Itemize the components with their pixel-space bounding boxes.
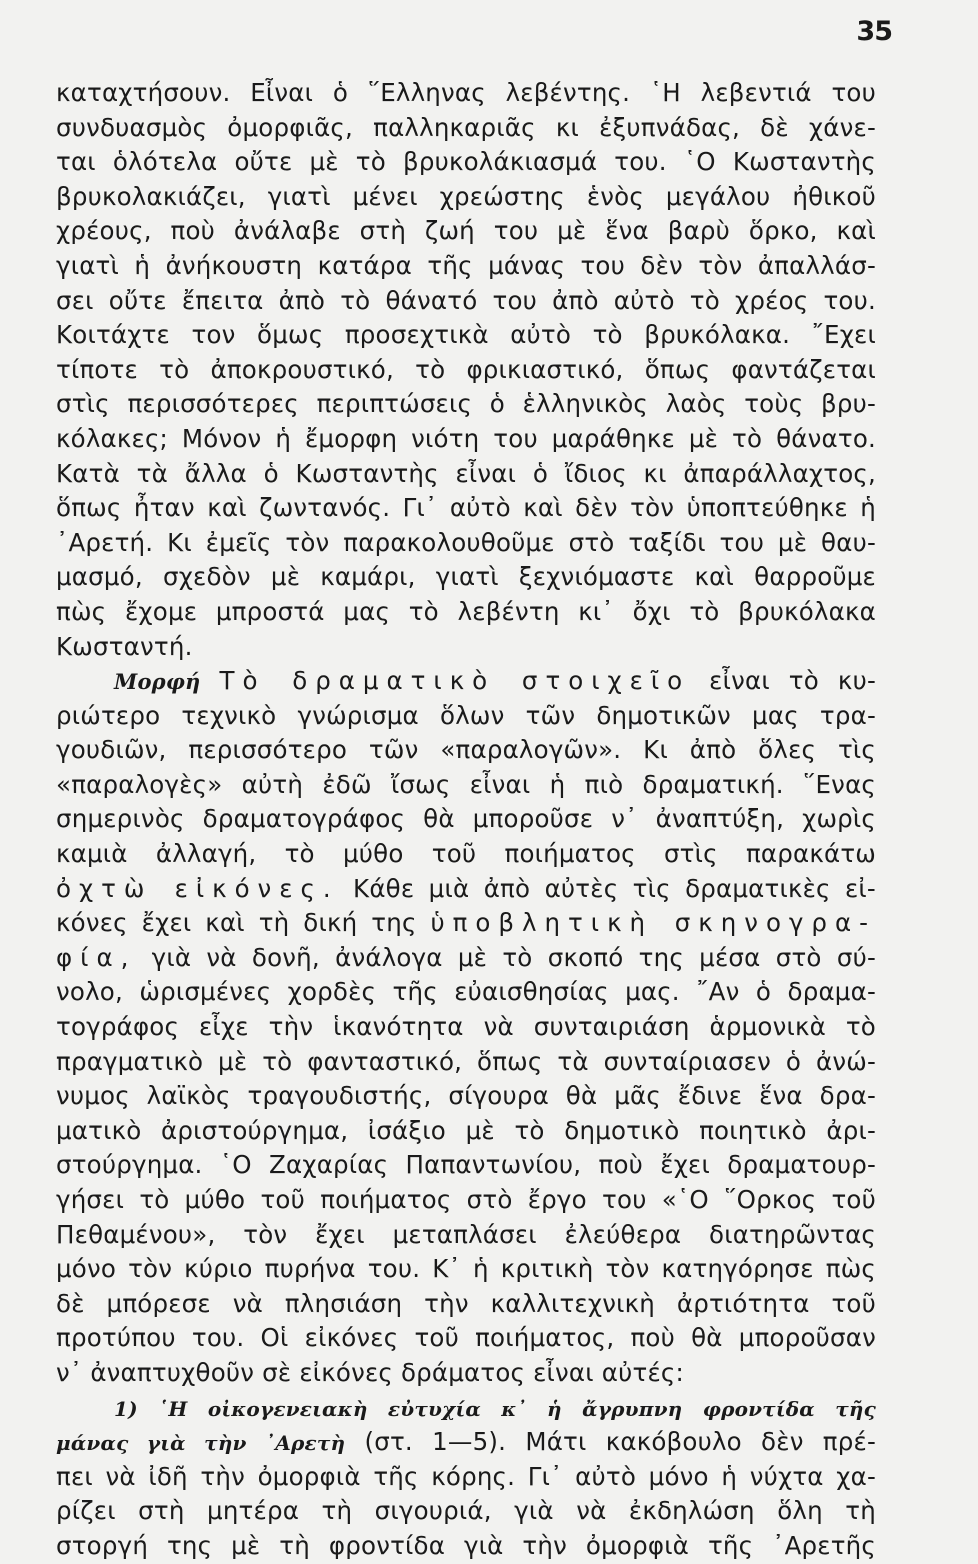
spaced-emphasis: ὑποβλητικὴ σκηνογρα-: [430, 908, 876, 938]
text-fragment: Κάθε μιὰ ἀπὸ αὐτὲς τὶς δραματικὲς εἰ-: [353, 873, 876, 903]
section-first-line: [56, 664, 876, 699]
text-line: πει νὰ ἰδῆ τὴν ὀμορφιὰ τῆς κόρης. Γι᾿ αὐτὸ μόνο ἡ νύχτα χα-: [56, 1461, 876, 1491]
text-line: ται ὁλότελα οὔτε μὲ τὸ βρυκολάκιασμά του. ῾Ο Κωσταντὴς: [56, 147, 876, 177]
text-line: πὼς ἔχομε μπροστά μας τὸ λεβέντη κι᾿ ὄχι τὸ βρυκόλακα: [56, 596, 876, 626]
item-heading: 1) ῾Η οἰκογενειακὴ εὐτυχία κ᾿ ἡ ἄγρυπνη φροντίδα τῆς: [114, 1396, 876, 1421]
text-line: Κοιτάχτε τον ὅμως προσεχτικὰ αὐτὸ τὸ βρυκόλακα. ῎Εχει: [56, 320, 876, 350]
text-line: Πεθαμένου», τὸν ἔχει μεταπλάσει ἐλεύθερα διατηρῶντας: [56, 1219, 876, 1249]
text-line: μόνο τὸν κύριο πυρήνα του. Κ᾿ ἡ κριτικὴ τὸν κατηγόρησε πὼς: [56, 1254, 876, 1284]
text-line: τίποτε τὸ ἀποκρουστικό, τὸ φρικιαστικό, ὅπως φαντάζεται: [56, 354, 876, 384]
text-line: ματικὸ ἀριστούργημα, ἰσάξιο μὲ τὸ δημοτικὸ ποιητικὸ ἀρι-: [56, 1115, 876, 1145]
text-line: ριώτερο τεχνικὸ γνώρισμα ὅλων τῶν δημοτικῶν μας τρα-: [56, 700, 876, 730]
text-line: δὲ μπόρεσε νὰ πλησιάση τὴν καλλιτεχνικὴ ἀρτιότητα τοῦ: [56, 1288, 876, 1318]
page-number: 35: [856, 16, 892, 47]
text-fragment: γιὰ νὰ δονῆ, ἀνάλογα μὲ τὸ σκοπό της μέσα στὸ σύ-: [151, 942, 876, 972]
spaced-emphasis: φία,: [56, 942, 137, 972]
text-line: ρίζει στὴ μητέρα τὴ σιγουριά, γιὰ νὰ ἐκδηλώση ὅλη τὴ: [56, 1496, 876, 1526]
text-fragment: (στ. 1—5). Μάτι κακόβουλο δὲν πρέ-: [364, 1427, 876, 1457]
text-line: «παραλογὲς» αὐτὴ ἐδῶ ἴσως εἶναι ἡ πιὸ δραματική. ῞Ενας: [56, 769, 876, 799]
text-line: στοργή της μὲ τὴ φροντίδα γιὰ τὴν ὀμορφιὰ τῆς ᾿Αρετῆς: [56, 1530, 876, 1560]
body-text: [56, 76, 876, 1564]
text-line: μασμό, σχεδὸν μὲ καμάρι, γιατὶ ξεχνιόμαστε καὶ θαρροῦμε: [56, 562, 876, 592]
text-line: Κωσταντή.: [56, 631, 193, 661]
spaced-emphasis: Τὸ δραματικὸ στοιχεῖο: [219, 666, 691, 696]
text-line: συνδυασμὸς ὀμορφιᾶς, παλληκαριᾶς κι ἐξυπνάδας, δὲ χάνε-: [56, 112, 876, 142]
text-line: κόλακες; Μόνον ἡ ἔμορφη νιότη του μαράθηκε μὲ τὸ θάνατο.: [56, 423, 876, 453]
text-line: ν᾿ ἀναπτυχθοῦν σὲ εἰκόνες δράματος εἶναι αὐτές:: [56, 1357, 684, 1387]
text-line: τογράφος εἶχε τὴν ἱκανότητα νὰ συνταιριάση ἁρμονικὰ τὸ: [56, 1012, 876, 1042]
text-line: σημερινὸς δραματογράφος θὰ μποροῦσε ν᾿ ἀναπτύξη, χωρὶς: [56, 804, 876, 834]
text-line: σει οὔτε ἔπειτα ἀπὸ τὸ θάνατό του ἀπὸ αὐτὸ τὸ χρέος του.: [56, 285, 876, 315]
text-line: ᾿Αρετή. Κι ἐμεῖς τὸν παρακολουθοῦμε στὸ ταξίδι του μὲ θαυ-: [56, 527, 876, 557]
item-heading-line: [56, 1391, 876, 1426]
text-line: βρυκολακιάζει, γιατὶ μένει χρεώστης ἑνὸς μεγάλου ἠθικοῦ: [56, 181, 876, 211]
text-fragment: κόνες ἔχει καὶ τὴ δική της: [56, 908, 417, 938]
spaced-emphasis: ὀχτὼ εἰκόνες.: [56, 873, 339, 903]
text-line: [56, 872, 876, 907]
text-line: καταχτήσουν. Εἶναι ὁ ῞Ελληνας λεβέντης. ῾Η λεβεντιά του: [56, 78, 876, 107]
text-line: στὶς περισσότερες περιπτώσεις ὁ ἑλληνικὸς λαὸς τοὺς βρυ-: [56, 389, 876, 419]
text-line: γουδιῶν, περισσότερο τῶν «παραλογῶν». Κι ἀπὸ ὅλες τὶς: [56, 735, 876, 765]
item-heading-continued: μάνας γιὰ τὴν ᾿Αρετὴ: [56, 1431, 346, 1456]
text-line: στούργημα. ῾Ο Ζαχαρίας Παπαντωνίου, ποὺ ἔχει δραματουρ-: [56, 1150, 876, 1180]
text-line: καμιὰ ἀλλαγή, τὸ μύθο τοῦ ποιήματος στὶς παρακάτω: [56, 839, 876, 869]
text-line: Κατὰ τὰ ἄλλα ὁ Κωσταντὴς εἶναι ὁ ἴδιος κι ἀπαράλλαχτος,: [56, 458, 876, 488]
text-line: χρέους, ποὺ ἀνάλαβε στὴ ζωή του μὲ ἕνα βαρὺ ὅρκο, καὶ: [56, 216, 876, 246]
text-line: [56, 906, 876, 941]
text-line: πραγματικὸ μὲ τὸ φανταστικό, ὅπως τὰ συνταίριασεν ὁ ἀνώ-: [56, 1046, 876, 1076]
text-line: νολο, ὡρισμένες χορδὲς τῆς εὐαισθησίας μας. ῎Αν ὁ δραμα-: [56, 977, 876, 1007]
text-line: νυμος λαϊκὸς τραγουδιστής, σίγουρα θὰ μᾶς ἔδινε ἕνα δρα-: [56, 1081, 876, 1111]
text-line: ὅπως ἦταν καὶ ζωντανός. Γι᾿ αὐτὸ καὶ δὲν τὸν ὑποπτεύθηκε ἡ: [56, 493, 876, 523]
text-line: [56, 1425, 876, 1460]
text-line: προτύπου του. Οἱ εἰκόνες τοῦ ποιήματος, ποὺ θὰ μποροῦσαν: [56, 1323, 876, 1353]
text-line: γιατὶ ἡ ἀνήκουστη κατάρα τῆς μάνας του δὲν τὸν ἀπαλλάσ-: [56, 250, 876, 280]
text-fragment: εἶναι τὸ κυ-: [709, 666, 876, 696]
section-heading: Μορφή: [114, 669, 201, 695]
text-line: [56, 941, 876, 976]
text-line: γήσει τὸ μύθο τοῦ ποιήματος στὸ ἔργο του «῾Ο ῞Ορκος τοῦ: [56, 1185, 876, 1214]
